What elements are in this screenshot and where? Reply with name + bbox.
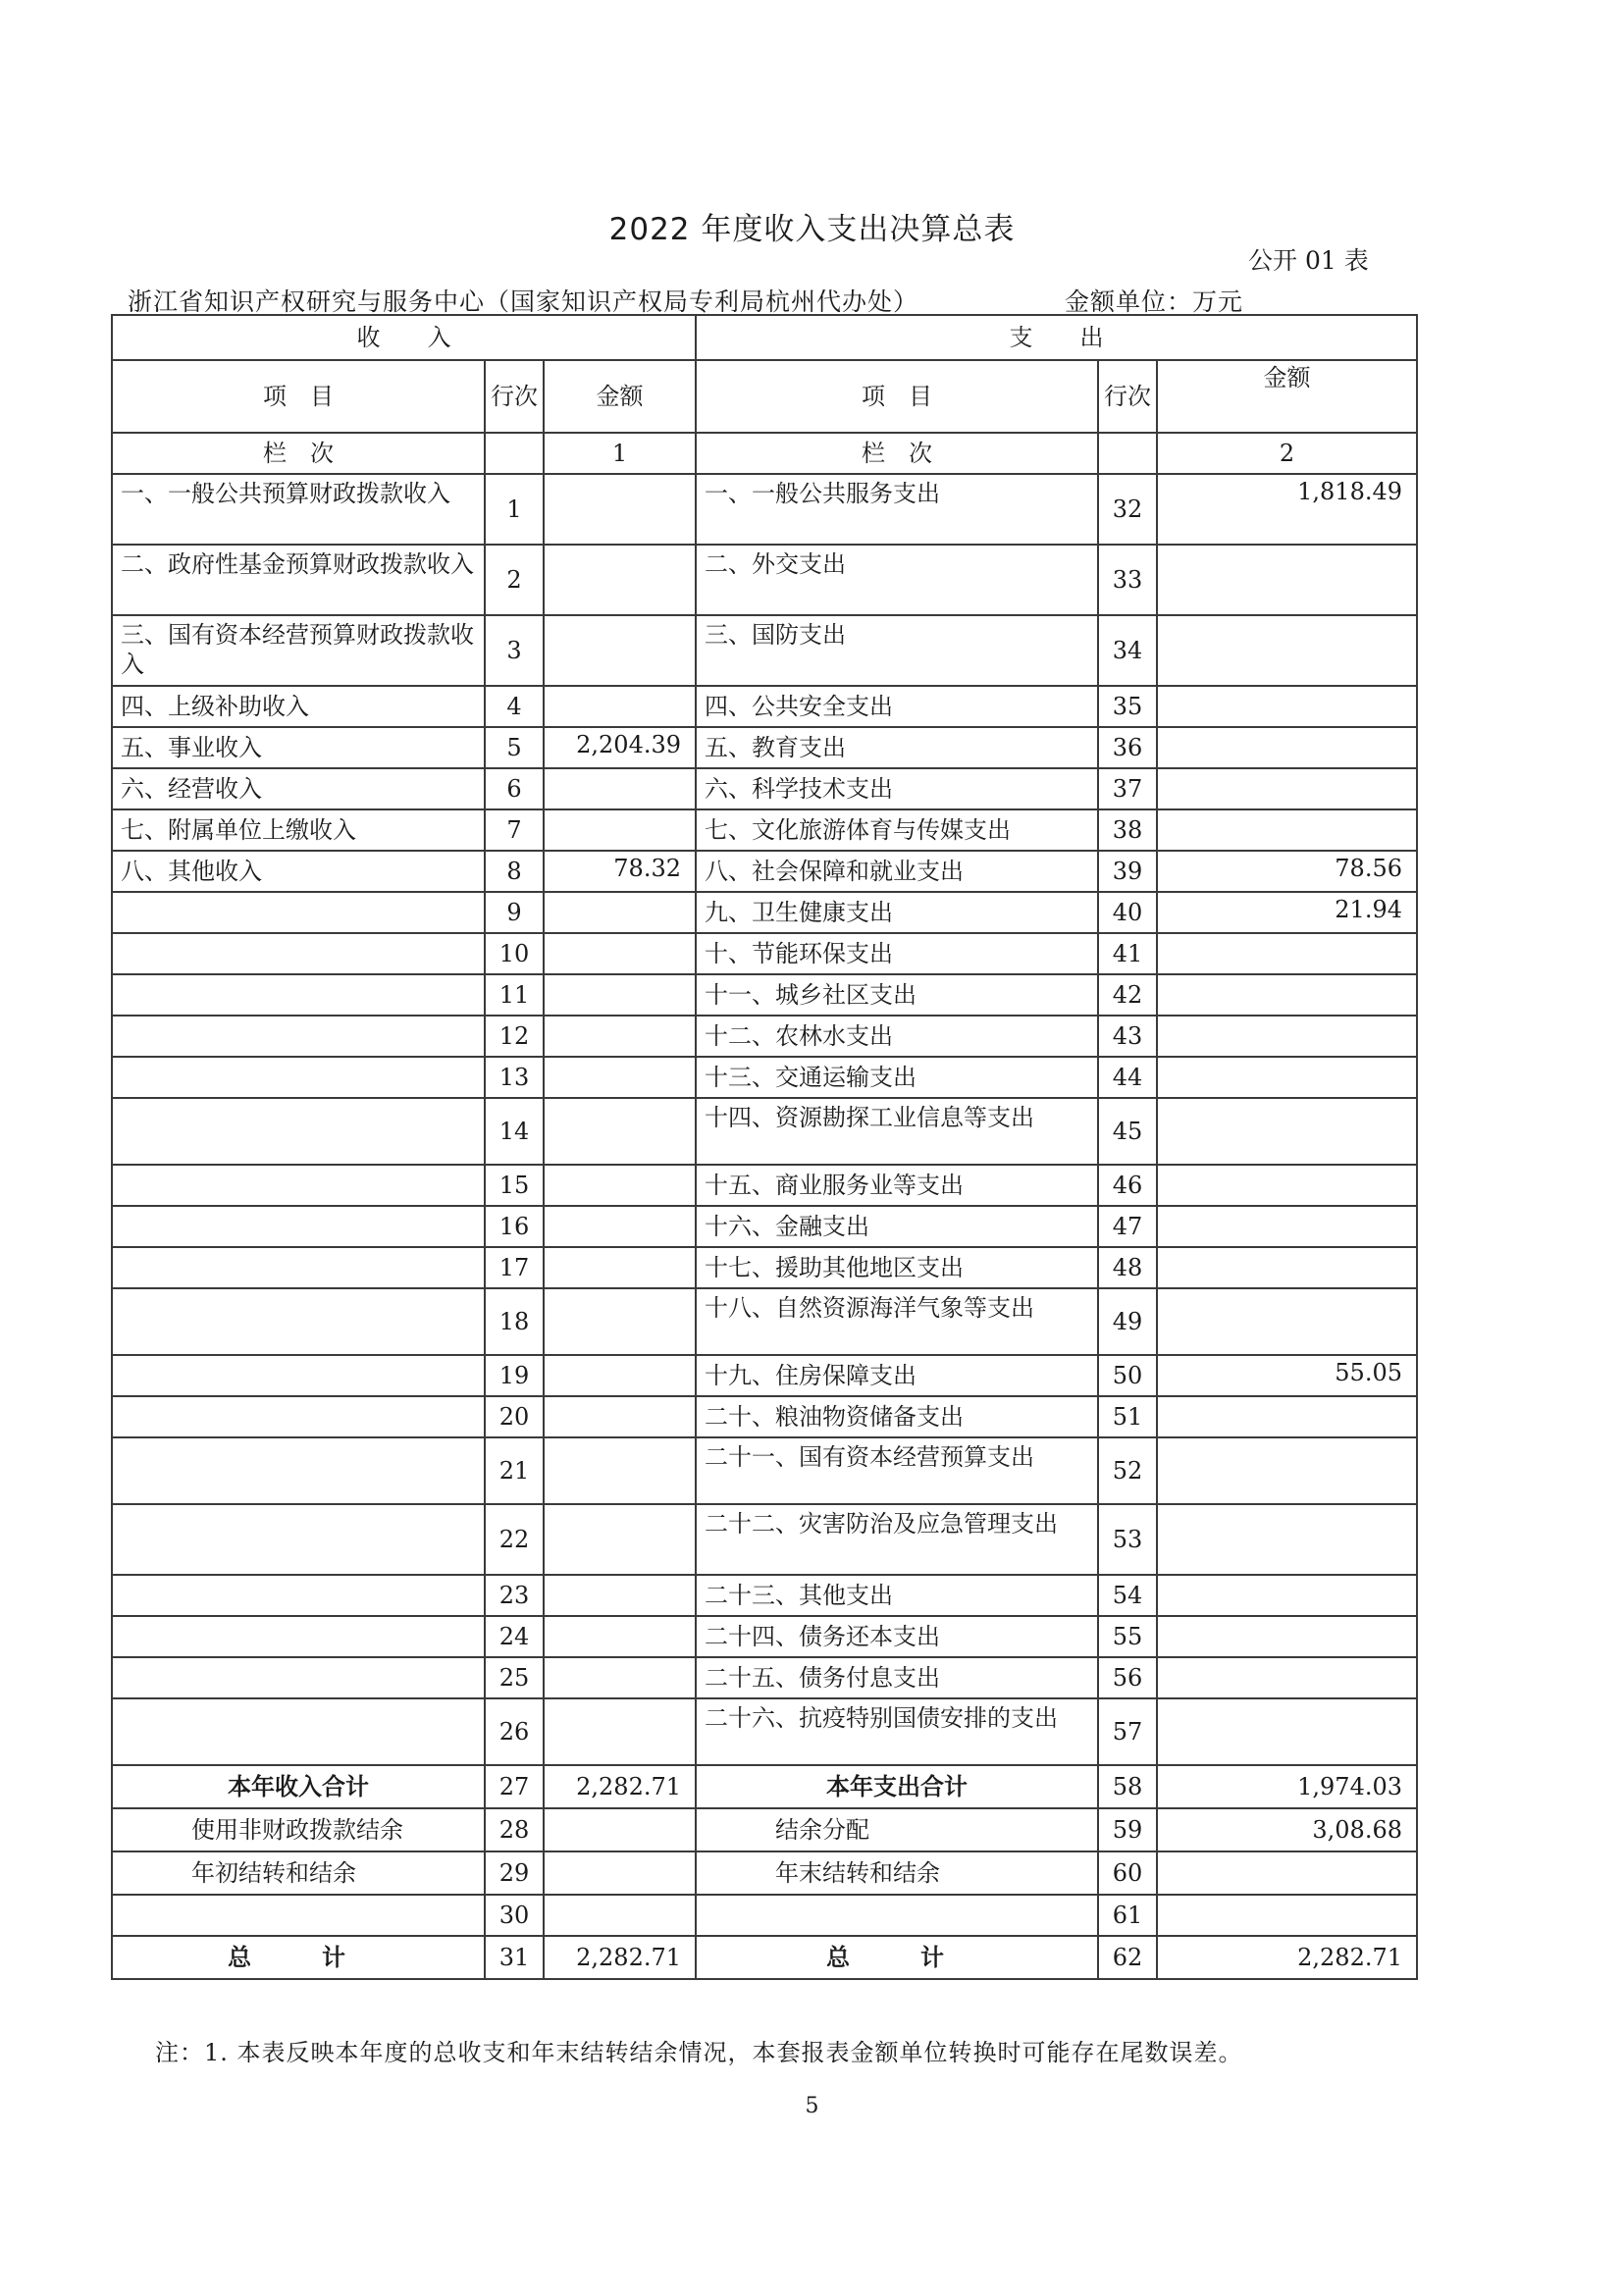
- expense-row-number: 36: [1098, 727, 1157, 768]
- expense-column-label: 栏 次: [696, 433, 1098, 474]
- expense-amount: [1157, 1098, 1417, 1165]
- income-amount: 2,282.71: [544, 1936, 696, 1979]
- income-amount: [544, 474, 696, 545]
- expense-row-number: 39: [1098, 851, 1157, 892]
- income-row-number: 5: [485, 727, 544, 768]
- income-amount: [544, 1895, 696, 1936]
- expense-row-number: 62: [1098, 1936, 1157, 1979]
- income-row-number: 11: [485, 974, 544, 1016]
- expense-row-number: 59: [1098, 1808, 1157, 1851]
- expense-row-number: 52: [1098, 1437, 1157, 1504]
- expense-row-number: 43: [1098, 1016, 1157, 1057]
- expense-row-number: 56: [1098, 1657, 1157, 1698]
- expense-column-number: 2: [1157, 433, 1417, 474]
- income-amount: 78.32: [544, 851, 696, 892]
- income-amount: [544, 1575, 696, 1616]
- expense-row-number: 45: [1098, 1098, 1157, 1165]
- income-item: [112, 1895, 485, 1936]
- income-item: 年初结转和结余: [112, 1851, 485, 1895]
- expense-section-header: 支 出: [696, 315, 1417, 360]
- income-row-number: 26: [485, 1698, 544, 1765]
- expense-row-number: 60: [1098, 1851, 1157, 1895]
- table-row: [112, 974, 1417, 1016]
- expense-item: 年末结转和结余: [696, 1851, 1098, 1895]
- expense-amount-header: 金额: [1157, 360, 1417, 433]
- expense-item: 十五、商业服务业等支出: [696, 1165, 1098, 1206]
- expense-row-number: 53: [1098, 1504, 1157, 1575]
- expense-item: 十七、援助其他地区支出: [696, 1247, 1098, 1288]
- income-expense-table: [111, 314, 1418, 1980]
- table-row: [112, 1288, 1417, 1355]
- income-amount: [544, 1098, 696, 1165]
- table-row: [112, 768, 1417, 809]
- expense-item: 一、一般公共服务支出: [696, 474, 1098, 545]
- income-column-number: 1: [544, 433, 696, 474]
- expense-row-number: 44: [1098, 1057, 1157, 1098]
- income-amount: [544, 809, 696, 851]
- income-item: 一、一般公共预算财政拨款收入: [112, 474, 485, 545]
- income-row-number: 24: [485, 1616, 544, 1657]
- income-item: 二、政府性基金预算财政拨款收入: [112, 545, 485, 615]
- income-item: [112, 974, 485, 1016]
- table-row: [112, 1895, 1417, 1936]
- column-header-row: [112, 360, 1417, 433]
- income-item: 本年收入合计: [112, 1765, 485, 1808]
- income-amount: [544, 1247, 696, 1288]
- table-row: [112, 1575, 1417, 1616]
- income-section-header: 收 入: [112, 315, 696, 360]
- income-amount: [544, 1657, 696, 1698]
- expense-row-number: 37: [1098, 768, 1157, 809]
- income-amount: [544, 768, 696, 809]
- table-row: [112, 1098, 1417, 1165]
- income-row-number: 6: [485, 768, 544, 809]
- expense-row-number: 40: [1098, 892, 1157, 933]
- income-item: 使用非财政拨款结余: [112, 1808, 485, 1851]
- table-row: [112, 892, 1417, 933]
- expense-amount: [1157, 974, 1417, 1016]
- expense-item: 七、文化旅游体育与传媒支出: [696, 809, 1098, 851]
- table-row: [112, 1247, 1417, 1288]
- expense-amount: [1157, 615, 1417, 686]
- income-amount: [544, 1206, 696, 1247]
- table-row: [112, 686, 1417, 727]
- organization-name: 浙江省知识产权研究与服务中心（国家知识产权局专利局杭州代办处）: [128, 287, 919, 316]
- expense-amount: [1157, 933, 1417, 974]
- expense-amount: [1157, 1616, 1417, 1657]
- income-row-number: 20: [485, 1396, 544, 1437]
- income-item: 五、事业收入: [112, 727, 485, 768]
- income-amount: [544, 1288, 696, 1355]
- expense-row-number: 50: [1098, 1355, 1157, 1396]
- expense-item: 四、公共安全支出: [696, 686, 1098, 727]
- expense-item: 十六、金融支出: [696, 1206, 1098, 1247]
- expense-row-number: 41: [1098, 933, 1157, 974]
- income-item: 总 计: [112, 1936, 485, 1979]
- expense-item: 二十一、国有资本经营预算支出: [696, 1437, 1098, 1504]
- expense-amount: [1157, 1206, 1417, 1247]
- expense-item: 九、卫生健康支出: [696, 892, 1098, 933]
- table-row: [112, 1851, 1417, 1895]
- income-item: [112, 1016, 485, 1057]
- income-item: [112, 1616, 485, 1657]
- income-item: [112, 1437, 485, 1504]
- expense-amount: [1157, 545, 1417, 615]
- income-row-no-header: 行次: [485, 360, 544, 433]
- expense-item: 二十四、债务还本支出: [696, 1616, 1098, 1657]
- table-row: [112, 1396, 1417, 1437]
- table-row: [112, 809, 1417, 851]
- table-row: [112, 1016, 1417, 1057]
- expense-item: 十二、农林水支出: [696, 1016, 1098, 1057]
- expense-item: 十三、交通运输支出: [696, 1057, 1098, 1098]
- expense-item: 结余分配: [696, 1808, 1098, 1851]
- expense-amount: [1157, 686, 1417, 727]
- expense-item: 十、节能环保支出: [696, 933, 1098, 974]
- expense-item: 十一、城乡社区支出: [696, 974, 1098, 1016]
- form-number: 公开 01 表: [1248, 246, 1369, 275]
- expense-item: 六、科学技术支出: [696, 768, 1098, 809]
- expense-row-number: 48: [1098, 1247, 1157, 1288]
- expense-row-number: 42: [1098, 974, 1157, 1016]
- income-amount: [544, 545, 696, 615]
- expense-item-header: 项 目: [696, 360, 1098, 433]
- expense-item: 十四、资源勘探工业信息等支出: [696, 1098, 1098, 1165]
- expense-row-number: 57: [1098, 1698, 1157, 1765]
- income-row-number: 3: [485, 615, 544, 686]
- table-row: [112, 474, 1417, 545]
- expense-amount: 78.56: [1157, 851, 1417, 892]
- income-amount: [544, 1504, 696, 1575]
- expense-item: 五、教育支出: [696, 727, 1098, 768]
- income-amount-header: 金额: [544, 360, 696, 433]
- table-row: [112, 1504, 1417, 1575]
- income-item: [112, 1355, 485, 1396]
- income-amount: [544, 1616, 696, 1657]
- income-row-number: 10: [485, 933, 544, 974]
- expense-item: 二十、粮油物资储备支出: [696, 1396, 1098, 1437]
- expense-item: 二十三、其他支出: [696, 1575, 1098, 1616]
- expense-amount: [1157, 1504, 1417, 1575]
- income-row-number: 8: [485, 851, 544, 892]
- expense-item: 二十六、抗疫特别国债安排的支出: [696, 1698, 1098, 1765]
- income-row-number: 12: [485, 1016, 544, 1057]
- income-row-number: 16: [485, 1206, 544, 1247]
- income-amount: [544, 1698, 696, 1765]
- income-amount: 2,282.71: [544, 1765, 696, 1808]
- expense-item: 二、外交支出: [696, 545, 1098, 615]
- income-row-number: 9: [485, 892, 544, 933]
- income-row-number: 15: [485, 1165, 544, 1206]
- income-amount: [544, 1355, 696, 1396]
- income-item: [112, 933, 485, 974]
- income-row-number: 4: [485, 686, 544, 727]
- income-item: [112, 1288, 485, 1355]
- expense-amount: [1157, 1698, 1417, 1765]
- table-row: [112, 545, 1417, 615]
- income-item: [112, 1396, 485, 1437]
- income-amount: 2,204.39: [544, 727, 696, 768]
- income-item: [112, 1206, 485, 1247]
- expense-row-number: 51: [1098, 1396, 1157, 1437]
- expense-item: 二十二、灾害防治及应急管理支出: [696, 1504, 1098, 1575]
- table-row: [112, 1765, 1417, 1808]
- expense-amount: [1157, 727, 1417, 768]
- income-column-blank: [485, 433, 544, 474]
- expense-amount: 1,818.49: [1157, 474, 1417, 545]
- expense-row-number: 61: [1098, 1895, 1157, 1936]
- table-row: [112, 727, 1417, 768]
- page-number: 5: [805, 2094, 819, 2118]
- income-column-label: 栏 次: [112, 433, 485, 474]
- expense-item: 八、社会保障和就业支出: [696, 851, 1098, 892]
- expense-row-number: 46: [1098, 1165, 1157, 1206]
- income-amount: [544, 615, 696, 686]
- income-amount: [544, 1437, 696, 1504]
- income-amount: [544, 1165, 696, 1206]
- expense-amount: [1157, 768, 1417, 809]
- expense-amount: [1157, 1288, 1417, 1355]
- expense-amount: 55.05: [1157, 1355, 1417, 1396]
- expense-row-number: 33: [1098, 545, 1157, 615]
- income-amount: [544, 686, 696, 727]
- income-amount: [544, 1057, 696, 1098]
- income-item: [112, 1575, 485, 1616]
- income-row-number: 22: [485, 1504, 544, 1575]
- income-row-number: 29: [485, 1851, 544, 1895]
- expense-row-number: 38: [1098, 809, 1157, 851]
- expense-item: 本年支出合计: [696, 1765, 1098, 1808]
- expense-amount: [1157, 1657, 1417, 1698]
- expense-amount: [1157, 1575, 1417, 1616]
- income-item: 八、其他收入: [112, 851, 485, 892]
- income-row-number: 1: [485, 474, 544, 545]
- income-amount: [544, 933, 696, 974]
- expense-amount: 2,282.71: [1157, 1936, 1417, 1979]
- income-item: [112, 1698, 485, 1765]
- expense-amount: [1157, 1895, 1417, 1936]
- table-row: [112, 1936, 1417, 1979]
- income-row-number: 7: [485, 809, 544, 851]
- column-index-row: [112, 433, 1417, 474]
- income-row-number: 19: [485, 1355, 544, 1396]
- income-item-header: 项 目: [112, 360, 485, 433]
- income-item: 三、国有资本经营预算财政拨款收入: [112, 615, 485, 686]
- income-row-number: 27: [485, 1765, 544, 1808]
- table-row: [112, 1616, 1417, 1657]
- table-row: [112, 1437, 1417, 1504]
- expense-amount: [1157, 809, 1417, 851]
- income-item: 七、附属单位上缴收入: [112, 809, 485, 851]
- expense-amount: [1157, 1247, 1417, 1288]
- income-amount: [544, 1808, 696, 1851]
- income-row-number: 31: [485, 1936, 544, 1979]
- income-item: [112, 1098, 485, 1165]
- income-amount: [544, 1851, 696, 1895]
- table-note: 注：1. 本表反映本年度的总收支和年末结转结余情况，本套报表金额单位转换时可能存在尾数误差。: [155, 2039, 1243, 2066]
- income-row-number: 18: [485, 1288, 544, 1355]
- income-item: [112, 1247, 485, 1288]
- income-row-number: 13: [485, 1057, 544, 1098]
- expense-amount: [1157, 1437, 1417, 1504]
- income-row-number: 2: [485, 545, 544, 615]
- expense-row-number: 58: [1098, 1765, 1157, 1808]
- expense-amount: 1,974.03: [1157, 1765, 1417, 1808]
- income-row-number: 17: [485, 1247, 544, 1288]
- expense-item: 三、国防支出: [696, 615, 1098, 686]
- expense-row-number: 47: [1098, 1206, 1157, 1247]
- expense-row-number: 35: [1098, 686, 1157, 727]
- expense-amount: [1157, 1165, 1417, 1206]
- table-row: [112, 851, 1417, 892]
- table-row: [112, 933, 1417, 974]
- income-item: [112, 1504, 485, 1575]
- table-row: [112, 1206, 1417, 1247]
- expense-item: [696, 1895, 1098, 1936]
- expense-item: 十九、住房保障支出: [696, 1355, 1098, 1396]
- expense-amount: [1157, 1057, 1417, 1098]
- expense-row-number: 32: [1098, 474, 1157, 545]
- income-item: [112, 1165, 485, 1206]
- income-row-number: 21: [485, 1437, 544, 1504]
- amount-unit: 金额单位：万元: [1065, 287, 1244, 316]
- table-row: [112, 1657, 1417, 1698]
- expense-amount: [1157, 1016, 1417, 1057]
- income-row-number: 14: [485, 1098, 544, 1165]
- expense-amount: 3,08.68: [1157, 1808, 1417, 1851]
- expense-row-number: 49: [1098, 1288, 1157, 1355]
- table-row: [112, 1057, 1417, 1098]
- expense-item: 总 计: [696, 1936, 1098, 1979]
- income-row-number: 28: [485, 1808, 544, 1851]
- expense-amount: 21.94: [1157, 892, 1417, 933]
- table-row: [112, 1355, 1417, 1396]
- table-row: [112, 1165, 1417, 1206]
- expense-row-number: 54: [1098, 1575, 1157, 1616]
- income-amount: [544, 1396, 696, 1437]
- expense-row-number: 34: [1098, 615, 1157, 686]
- expense-amount: [1157, 1396, 1417, 1437]
- expense-row-no-header: 行次: [1098, 360, 1157, 433]
- table-row: [112, 1698, 1417, 1765]
- income-row-number: 23: [485, 1575, 544, 1616]
- income-item: 四、上级补助收入: [112, 686, 485, 727]
- income-item: 六、经营收入: [112, 768, 485, 809]
- expense-column-blank: [1098, 433, 1157, 474]
- section-header-row: [112, 315, 1417, 360]
- page-title: 2022 年度收入支出决算总表: [608, 212, 1016, 247]
- table-row: [112, 615, 1417, 686]
- income-amount: [544, 974, 696, 1016]
- income-row-number: 30: [485, 1895, 544, 1936]
- table-row: [112, 1808, 1417, 1851]
- income-item: [112, 892, 485, 933]
- income-item: [112, 1657, 485, 1698]
- income-row-number: 25: [485, 1657, 544, 1698]
- income-amount: [544, 1016, 696, 1057]
- expense-row-number: 55: [1098, 1616, 1157, 1657]
- expense-item: 二十五、债务付息支出: [696, 1657, 1098, 1698]
- income-amount: [544, 892, 696, 933]
- expense-item: 十八、自然资源海洋气象等支出: [696, 1288, 1098, 1355]
- expense-amount: [1157, 1851, 1417, 1895]
- income-item: [112, 1057, 485, 1098]
